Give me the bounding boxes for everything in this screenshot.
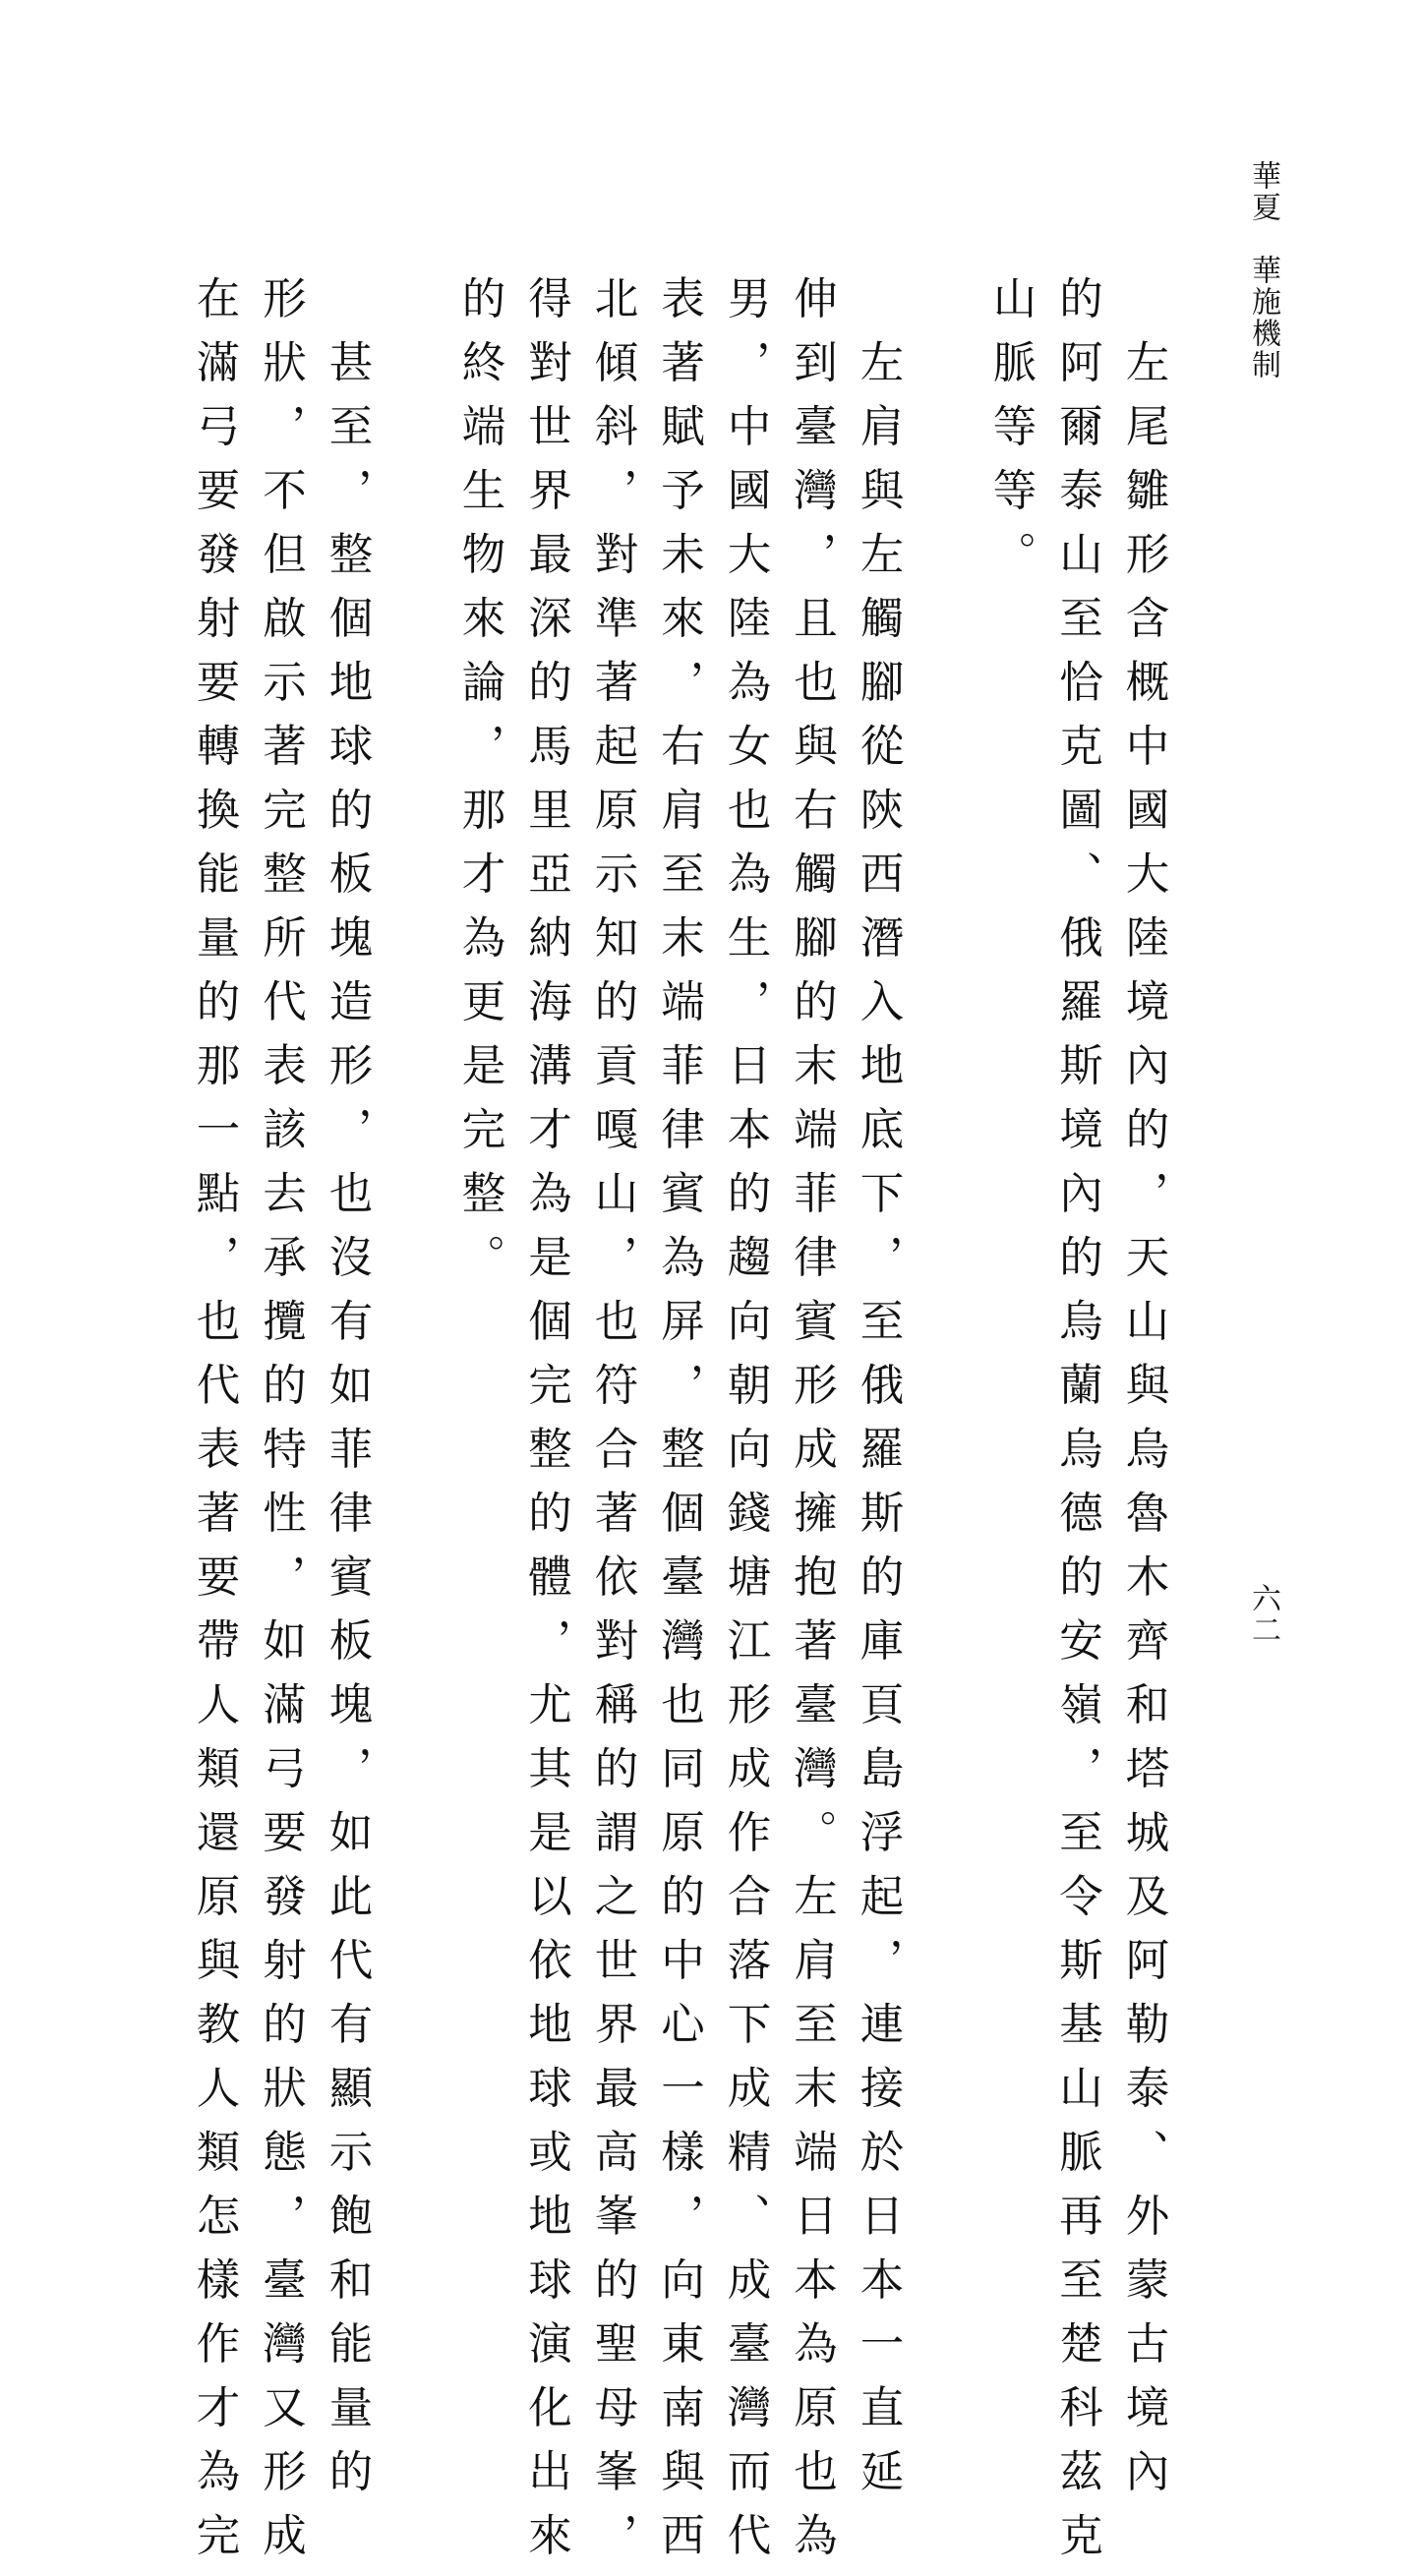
text-line: 得對世界最深的馬里亞納海溝才為是個完整的體，尤其是以依地球或地球演化出來 [520, 275, 571, 2576]
text-line: 表著賦予未來，右肩至末端菲律賓為屏，整個臺灣也同原的中心一樣，向東南與西 [653, 275, 704, 2576]
text-line: 伸到臺灣，且也與右觸腳的末端菲律賓形成擁抱著臺灣。左肩至末端日本為原也為 [786, 275, 837, 2576]
text-line: 在滿弓要發射要轉換能量的那一點，也代表著要帶人類還原與教人類怎樣作才為完 [189, 275, 239, 2576]
body-text [181, 275, 1177, 2576]
text-line: 的終端生物來論，那才為更是完整。 [454, 275, 504, 1298]
text-line: 左尾雛形含概中國大陸境內的，天山與烏魯木齊和塔城及阿勒泰、外蒙古境內 [1118, 275, 1168, 2512]
paragraph-2 [446, 275, 912, 2576]
page-number: 六二 [1246, 1583, 1280, 1646]
text-line: 的阿爾泰山至恰克圖、俄羅斯境內的烏蘭烏德的安嶺，至令斯基山脈再至楚科茲克 [1051, 275, 1102, 2576]
paragraph-3 [181, 275, 381, 2576]
text-line: 男，中國大陸為女也為生，日本的趨向朝向錢塘江形成作合落下成精、成臺灣而代 [720, 275, 770, 2576]
text-line: 左肩與左觸腳從陝西潛入地底下，至俄羅斯的庫頁島浮起，連接於日本一直延 [853, 275, 903, 2512]
paragraph-1 [978, 275, 1177, 2576]
running-header: 華夏 華施機制 [1246, 160, 1280, 381]
text-line: 形狀，不但啟示著完整所代表該去承攬的特性，如滿弓要發射的狀態，臺灣又形成 [255, 275, 306, 2576]
text-line: 甚至，整個地球的板塊造形，也沒有如菲律賓板塊，如此代有顯示飽和能量的 [322, 275, 372, 2512]
text-line: 北傾斜，對準著起原示知的貢嘎山，也符合著依對稱的謂之世界最高峯的聖母峯， [587, 275, 637, 2576]
text-line: 山脈等等。 [985, 275, 1036, 595]
